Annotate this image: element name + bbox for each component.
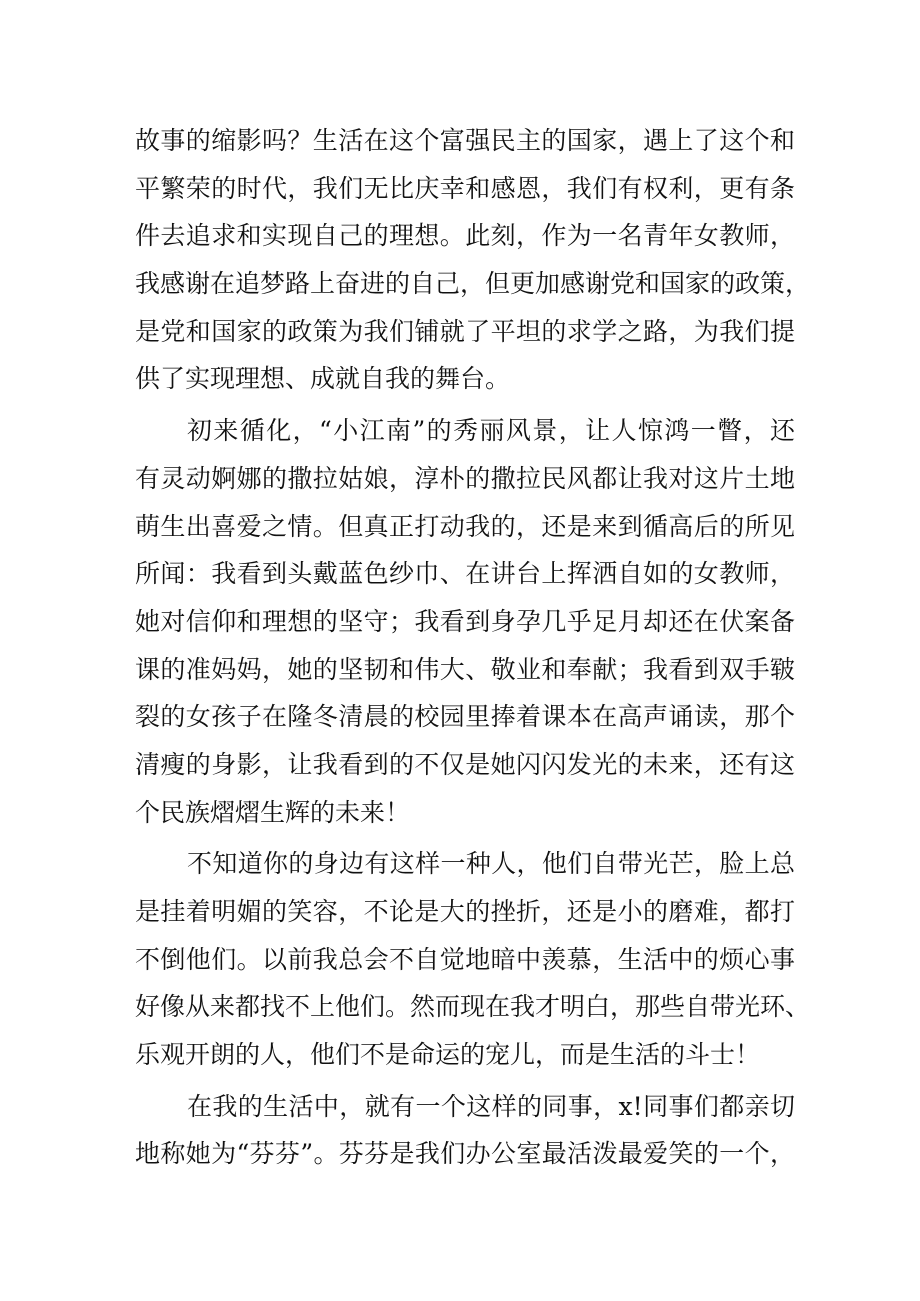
paragraph-1 xyxy=(135,117,811,403)
body-text xyxy=(135,117,811,1178)
text-line: 平繁荣的时代，我们无比庆幸和感恩，我们有权利，更有条 xyxy=(135,173,795,203)
text-line: 在我的生活中，就有一个这样的同事，x!同事们都亲切 xyxy=(187,1091,795,1121)
text-line: 是挂着明媚的笑容，不论是大的挫折，还是小的磨难，都打 xyxy=(135,897,795,926)
text-line: 裂的女孩子在隆冬清晨的校园里捧着课本在高声诵读，那个 xyxy=(135,702,795,732)
paragraph-3 xyxy=(135,840,811,1078)
text-line: 故事的缩影吗？生活在这个富强民主的国家，遇上了这个和 xyxy=(135,126,795,155)
text-line: 课的准妈妈，她的坚韧和伟大、敬业和奉献；我看到双手皲 xyxy=(135,654,795,684)
text-line: 有灵动婀娜的撒拉姑娘，淳朴的撒拉民风都让我对这片土地 xyxy=(135,463,795,493)
text-line: 乐观开朗的人，他们不是命运的宠儿，而是生活的斗士！ xyxy=(135,1040,761,1070)
text-line: 初来循化，“小江南”的秀丽风景，让人惊鸿一瞥，还 xyxy=(187,416,795,446)
text-line: 不知道你的身边有这样一种人，他们自带光芒，脸上总 xyxy=(187,849,795,879)
text-line: 不倒他们。以前我总会不自觉地暗中羡慕，生活中的烦心事 xyxy=(135,944,795,974)
text-line: 我感谢在追梦路上奋进的自己，但更加感谢党和国家的政策， xyxy=(135,269,811,299)
text-line: 萌生出喜爱之情。但真正打动我的，还是来到循高后的所见 xyxy=(135,511,795,541)
text-line: 是党和国家的政策为我们铺就了平坦的求学之路，为我们提 xyxy=(135,316,795,346)
paragraph-2 xyxy=(135,407,795,836)
paragraph-4 xyxy=(135,1083,795,1178)
text-line: 好像从来都找不上他们。然而现在我才明白，那些自带光环、 xyxy=(135,992,811,1022)
text-line: 所闻：我看到头戴蓝色纱巾、在讲台上挥洒自如的女教师， xyxy=(135,559,795,589)
text-line: 件去追求和实现自己的理想。此刻，作为一名青年女教师， xyxy=(135,221,795,251)
text-line: 清瘦的身影，让我看到的不仅是她闪闪发光的未来，还有这 xyxy=(135,749,795,779)
text-line: 个民族熠熠生辉的未来！ xyxy=(135,797,411,827)
text-line: 她对信仰和理想的坚守；我看到身孕几乎足月却还在伏案备 xyxy=(135,606,795,636)
text-line: 地称她为“芬芬”。芬芬是我们办公室最活泼最爱笑的一个， xyxy=(135,1139,795,1169)
text-line: 供了实现理想、成就自我的舞台。 xyxy=(135,364,511,394)
